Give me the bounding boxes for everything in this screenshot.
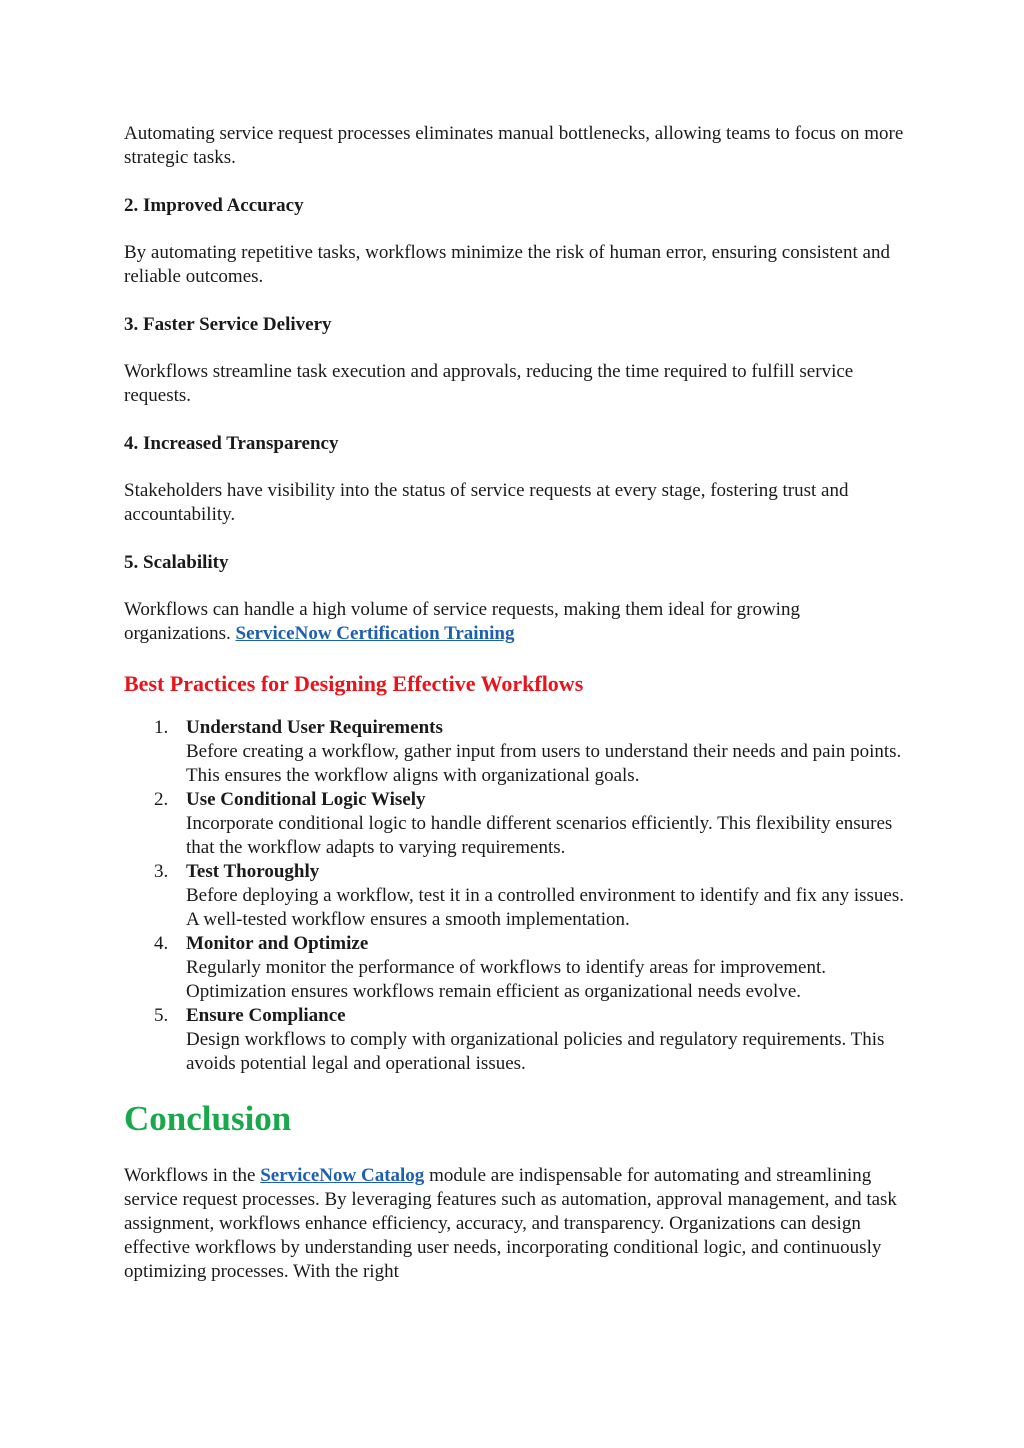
intro-paragraph: Automating service request processes eliminates manual bottlenecks, allowing teams to focus on more strategic tasks. — [124, 123, 904, 168]
best-practices-heading: Best Practices for Designing Effective Workflows — [124, 671, 584, 696]
list-item — [124, 788, 904, 860]
benefit-heading-delivery: 3. Faster Service Delivery — [124, 314, 332, 335]
practice-title: Test Thoroughly — [186, 861, 320, 882]
practice-title: Understand User Requirements — [186, 717, 443, 738]
list-item-number: 3. — [154, 861, 169, 882]
practice-text: Incorporate conditional logic to handle different scenarios efficiently. This flexibility ensures that the workflow adapts to varying requirements. — [186, 813, 893, 858]
servicenow-catalog-link[interactable]: ServiceNow Catalog — [260, 1165, 425, 1186]
document-page — [124, 122, 904, 1308]
practice-text: Regularly monitor the performance of workflows to identify areas for improvement. Optimization ensures workflows remain efficient as organizational needs evolve. — [186, 957, 826, 1002]
benefit-text-accuracy: By automating repetitive tasks, workflows minimize the risk of human error, ensuring consistent and reliable outcomes. — [124, 242, 890, 287]
practice-text: Before creating a workflow, gather input from users to understand their needs and pain points. This ensures the workflow aligns with organizational goals. — [186, 741, 902, 786]
benefit-heading-transparency: 4. Increased Transparency — [124, 433, 339, 454]
certification-training-link[interactable]: ServiceNow Certification Training — [235, 623, 515, 644]
list-item — [124, 716, 904, 788]
benefit-heading-accuracy: 2. Improved Accuracy — [124, 195, 304, 216]
benefit-heading-scalability: 5. Scalability — [124, 552, 229, 573]
practice-text: Before deploying a workflow, test it in a controlled environment to identify and fix any issues. A well-tested workflow ensures a smooth implementation. — [186, 885, 904, 930]
benefit-text-transparency: Stakeholders have visibility into the status of service requests at every stage, fostering trust and accountability. — [124, 480, 849, 525]
conclusion-text-start: Workflows in the — [124, 1165, 261, 1186]
benefit-text-scalability: Workflows can handle a high volume of service requests, making them ideal for growing organizations. — [124, 599, 800, 644]
list-item-number: 4. — [154, 933, 169, 954]
practice-text: Design workflows to comply with organizational policies and regulatory requirements. This avoids potential legal and operational issues. — [186, 1029, 885, 1074]
conclusion-heading: Conclusion — [124, 1099, 292, 1138]
practice-title: Monitor and Optimize — [186, 933, 369, 954]
practice-title: Use Conditional Logic Wisely — [186, 789, 426, 810]
list-item-number: 5. — [154, 1005, 169, 1026]
conclusion-text-end: module are indispensable for automating and streamlining service request processes. By leveraging features such as automation, approval management, and task assignment, workflows enhance efficiency, accuracy, and transparency. Organizations can design effective workflows by understanding user needs, incorporating conditional logic, and continuously optimizing processes. With the right — [124, 1165, 897, 1282]
practice-title: Ensure Compliance — [186, 1005, 346, 1026]
conclusion-paragraph — [124, 1164, 904, 1284]
benefit-paragraph-scalability — [124, 598, 904, 646]
list-item-number: 2. — [154, 789, 169, 810]
benefit-text-delivery: Workflows streamline task execution and approvals, reducing the time required to fulfill service requests. — [124, 361, 854, 406]
best-practices-list — [124, 716, 904, 1076]
list-item-number: 1. — [154, 717, 169, 738]
list-item — [124, 932, 904, 1004]
list-item — [124, 860, 904, 932]
list-item — [124, 1004, 904, 1076]
